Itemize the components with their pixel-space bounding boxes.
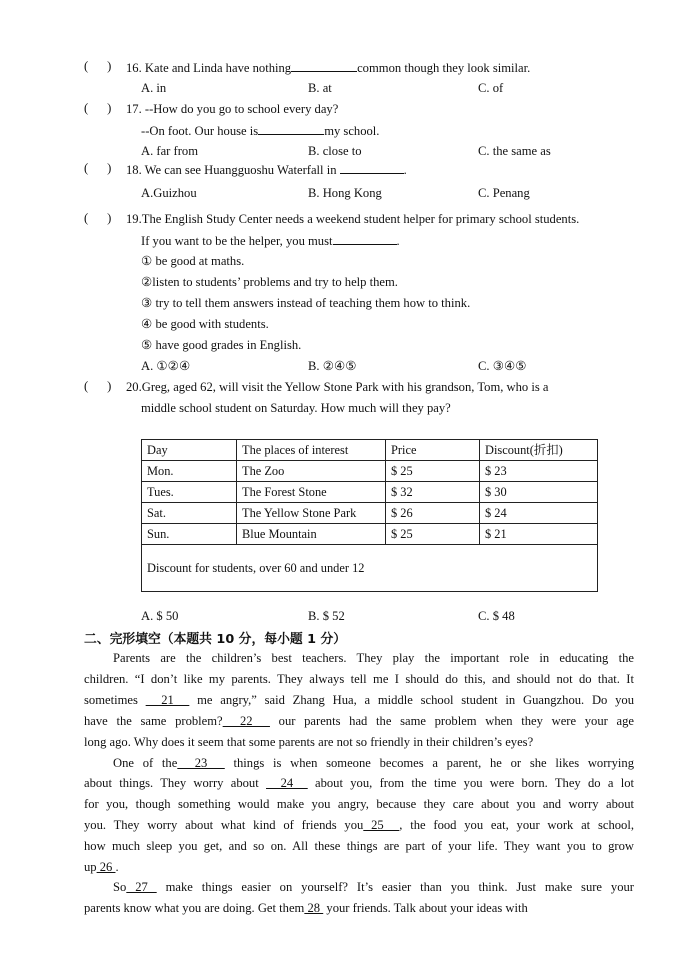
cell-day: Sun. xyxy=(142,524,237,545)
option-c[interactable]: C. $ 48 xyxy=(478,609,515,623)
cell-price: $ 26 xyxy=(386,503,480,524)
question-stem: 20.Greg, aged 62, will visit the Yellow Stone Park with his grandson, Tom, who is a xyxy=(126,380,549,394)
passage-line: long ago. Why does it seem that some parents are not so friendly in their children’s eyes? xyxy=(84,735,534,749)
passage-line: up 26 . xyxy=(84,860,119,874)
option-a[interactable]: A. ①②④ xyxy=(141,359,191,373)
table-row xyxy=(142,503,598,524)
cell-price: $ 25 xyxy=(386,524,480,545)
cell-day: Tues. xyxy=(142,482,237,503)
answer-blank[interactable] xyxy=(340,161,404,174)
answer-bracket[interactable]: ( ) xyxy=(84,211,112,225)
passage-line: One of the 23 things is when someone becomes a parent, he or she likes worrying xyxy=(113,756,634,770)
passage-line: sometimes 21 me angry,” said Zhang Hua, a middle school student in Guangzhou. Do you xyxy=(84,693,635,707)
cell-discount: $ 21 xyxy=(480,524,598,545)
blank-23[interactable]: 23 xyxy=(177,756,225,770)
passage-line: for you, though something would make you angry, because they care about you and worry about xyxy=(84,797,634,811)
table-header-row xyxy=(142,440,598,461)
blank-24[interactable]: 24 xyxy=(266,776,308,790)
header-places: The places of interest xyxy=(237,440,386,461)
answer-blank[interactable] xyxy=(291,59,357,72)
option-b[interactable]: B. ②④⑤ xyxy=(308,359,357,373)
blank-27[interactable]: 27 xyxy=(126,880,157,894)
passage-line: Parents are the children’s best teachers. They play the important role in educating the xyxy=(113,651,634,665)
answer-bracket[interactable]: ( ) xyxy=(84,59,112,73)
statement-2: ②listen to students’ problems and try to help them. xyxy=(141,275,398,289)
table-row xyxy=(142,482,598,503)
option-b[interactable]: B. $ 52 xyxy=(308,609,345,623)
option-c[interactable]: C. ③④⑤ xyxy=(478,359,527,373)
option-b[interactable]: B. close to xyxy=(308,144,362,158)
header-discount: Discount(折扣) xyxy=(480,440,598,461)
statement-5: ⑤ have good grades in English. xyxy=(141,338,302,352)
cell-discount: $ 23 xyxy=(480,461,598,482)
cell-place: The Forest Stone xyxy=(237,482,386,503)
option-a[interactable]: A. in xyxy=(141,81,167,95)
cell-place: The Yellow Stone Park xyxy=(237,503,386,524)
blank-21[interactable]: 21 xyxy=(145,693,190,707)
question-stem: 19.The English Study Center needs a weekend student helper for primary school students. xyxy=(126,212,580,226)
cell-day: Sat. xyxy=(142,503,237,524)
question-stem: 17. --How do you go to school every day? xyxy=(126,102,339,116)
option-a[interactable]: A.Guizhou xyxy=(141,186,197,200)
option-b[interactable]: B. Hong Kong xyxy=(308,186,382,200)
option-c[interactable]: C. of xyxy=(478,81,504,95)
header-day: Day xyxy=(142,440,237,461)
question-stem: 18. We can see Huangguoshu Waterfall in . xyxy=(126,163,407,177)
cell-price: $ 32 xyxy=(386,482,480,503)
blank-28[interactable]: 28 xyxy=(304,901,324,915)
option-a[interactable]: A. far from xyxy=(141,144,198,158)
question-stem-line2: middle school student on Saturday. How much will they pay? xyxy=(141,401,451,415)
cell-place: Blue Mountain xyxy=(237,524,386,545)
passage-line: you. They worry about what kind of friends you 25 , the food you eat, your work at school, xyxy=(84,818,635,832)
answer-blank[interactable] xyxy=(258,122,324,135)
discount-note: Discount for students, over 60 and under 12 xyxy=(142,545,598,592)
passage-line: children. “I don’t like my parents. They always tell me I should do this, and should not do that. It xyxy=(84,672,634,686)
passage-line: parents know what you are doing. Get them 28 your friends. Talk about your ideas with xyxy=(84,901,528,915)
question-stem-line2: --On foot. Our house is my school. xyxy=(141,124,380,138)
cell-discount: $ 24 xyxy=(480,503,598,524)
answer-bracket[interactable]: ( ) xyxy=(84,101,112,115)
answer-bracket[interactable]: ( ) xyxy=(84,379,112,393)
blank-25[interactable]: 25 xyxy=(363,818,400,832)
cell-day: Mon. xyxy=(142,461,237,482)
passage-line: how much sleep you get, and so on. All these things are part of your life. They want you to grow xyxy=(84,839,634,853)
question-stem-line2: If you want to be the helper, you must . xyxy=(141,234,400,248)
answer-bracket[interactable]: ( ) xyxy=(84,161,112,175)
cell-place: The Zoo xyxy=(237,461,386,482)
header-price: Price xyxy=(386,440,480,461)
passage-line: So 27 make things easier on yourself? It’s easier than you think. Just make sure your xyxy=(113,880,634,894)
blank-22[interactable]: 22 xyxy=(222,714,270,728)
passage-line: about things. They worry about 24 about you, from the time you were born. They do a lot xyxy=(84,776,635,790)
statement-1: ① be good at maths. xyxy=(141,254,245,268)
option-b[interactable]: B. at xyxy=(308,81,332,95)
table-note-row xyxy=(142,545,598,592)
statement-3: ③ try to tell them answers instead of teaching them how to think. xyxy=(141,296,471,310)
price-table xyxy=(141,439,598,592)
option-c[interactable]: C. Penang xyxy=(478,186,530,200)
statement-4: ④ be good with students. xyxy=(141,317,269,331)
blank-26[interactable]: 26 xyxy=(96,860,116,874)
option-c[interactable]: C. the same as xyxy=(478,144,551,158)
table-row xyxy=(142,524,598,545)
passage-line: have the same problem? 22 our parents had the same problem when they were your age xyxy=(84,714,634,728)
question-stem: 16. Kate and Linda have nothing common though they look similar. xyxy=(126,61,531,75)
answer-blank[interactable] xyxy=(333,232,397,245)
option-a[interactable]: A. $ 50 xyxy=(141,609,179,623)
cell-discount: $ 30 xyxy=(480,482,598,503)
cell-price: $ 25 xyxy=(386,461,480,482)
table-row xyxy=(142,461,598,482)
section-heading: 二、完形填空（本题共 10 分，每小题 1 分） xyxy=(84,632,347,647)
